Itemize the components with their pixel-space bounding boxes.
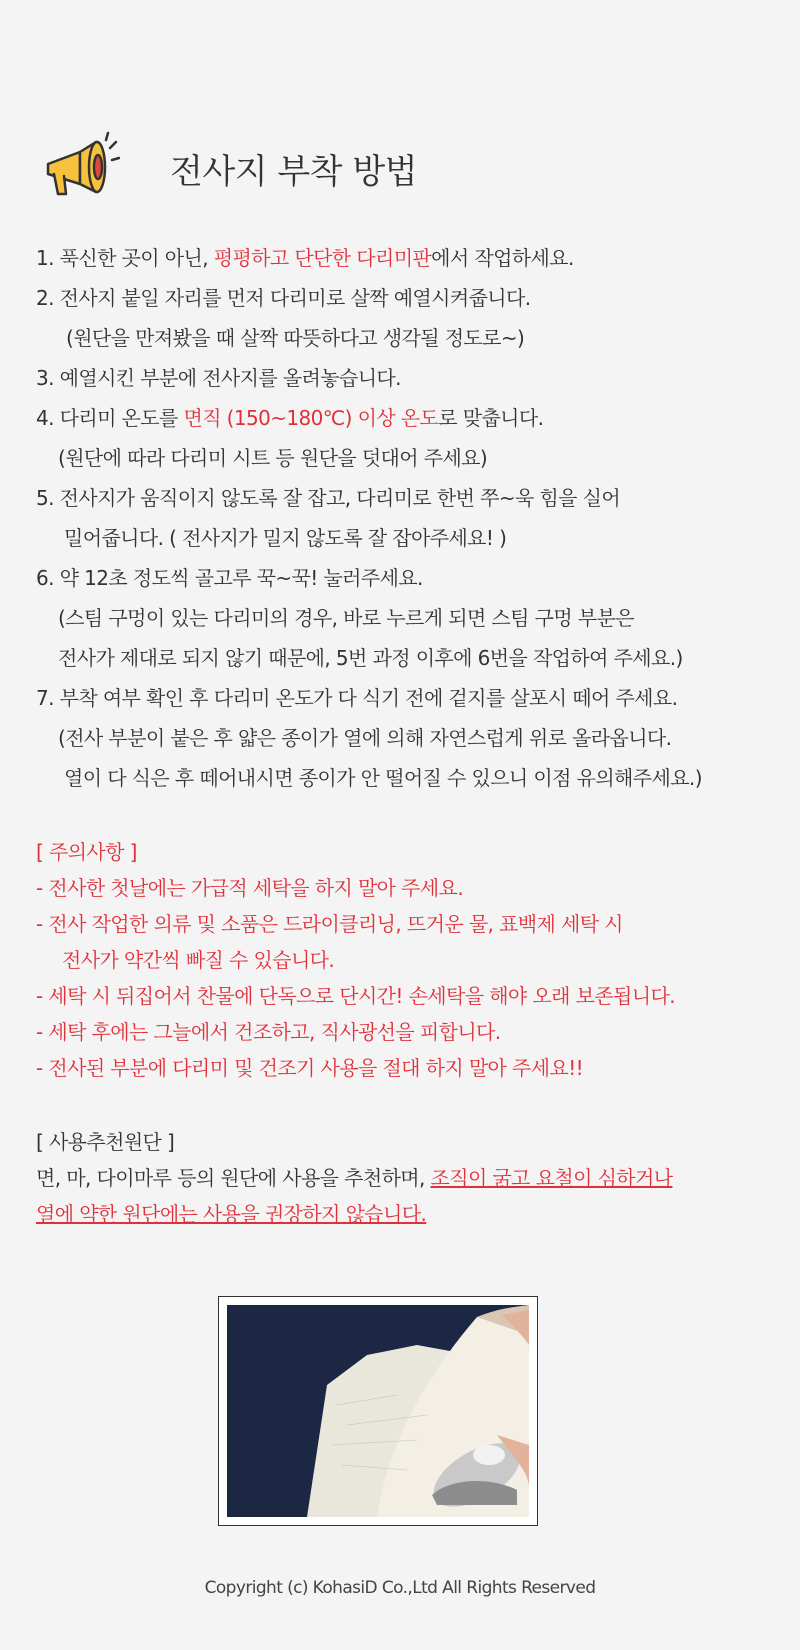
step-5-note: 밀어줍니다. ( 전사지가 밀지 않도록 잘 잡아주세요! ) <box>64 526 507 550</box>
caution-item: - 전사 작업한 의류 및 소품은 드라이클리닝, 뜨거운 물, 표백제 세탁 시 <box>36 912 623 936</box>
ironing-photo-illustration <box>227 1305 529 1517</box>
step-3: 3. 예열시킨 부분에 전사지를 올려놓습니다. <box>36 366 401 390</box>
caution-section <box>36 834 776 1086</box>
step-2: 2. 전사지 붙일 자리를 먼저 다리미로 살짝 예열시켜줍니다. <box>36 286 531 310</box>
header <box>40 130 760 210</box>
megaphone-icon <box>40 130 120 210</box>
caution-item: - 전사한 첫날에는 가급적 세탁을 하지 말아 주세요. <box>36 876 464 900</box>
step-6-note-2: 전사가 제대로 되지 않기 때문에, 5번 과정 이후에 6번을 작업하여 주세요.) <box>58 646 683 670</box>
fabric-title: [ 사용추천원단 ] <box>36 1130 175 1154</box>
step-6-note-1: (스팀 구멍이 있는 다리미의 경우, 바로 누르게 되면 스팀 구멍 부분은 <box>58 606 634 630</box>
caution-item-continued: 전사가 약간씩 빠질 수 있습니다. <box>62 948 335 972</box>
caution-item: - 세탁 시 뒤집어서 찬물에 단독으로 단시간! 손세탁을 해야 오래 보존됩니다. <box>36 984 675 1008</box>
ironing-photo <box>218 1296 538 1526</box>
step-7: 7. 부착 여부 확인 후 다리미 온도가 다 식기 전에 겉지를 살포시 떼어 주세요. <box>36 686 678 710</box>
step-2-note: (원단을 만져봤을 때 살짝 따뜻하다고 생각될 정도로~) <box>66 326 525 350</box>
fabric-line-2: 열에 약한 원단에는 사용을 권장하지 않습니다. <box>36 1202 427 1226</box>
step-4-note: (원단에 따라 다리미 시트 등 원단을 덧대어 주세요) <box>58 446 488 470</box>
step-5: 5. 전사지가 움직이지 않도록 잘 잡고, 다리미로 한번 쭈~욱 힘을 실어 <box>36 486 621 510</box>
step-1: 1. 푹신한 곳이 아닌, 평평하고 단단한 다리미판에서 작업하세요. <box>36 246 574 270</box>
step-4: 4. 다리미 온도를 면직 (150~180℃) 이상 온도로 맞춥니다. <box>36 406 544 430</box>
fabric-line-1: 면, 마, 다이마루 등의 원단에 사용을 추천하며, 조직이 굵고 요철이 심하거나 <box>36 1166 673 1190</box>
step-7-note-1: (전사 부분이 붙은 후 얇은 종이가 열에 의해 자연스럽게 위로 올라옵니다. <box>58 726 672 750</box>
caution-item: - 세탁 후에는 그늘에서 건조하고, 직사광선을 피합니다. <box>36 1020 501 1044</box>
caution-item: - 전사된 부분에 다리미 및 건조기 사용을 절대 하지 말아 주세요!! <box>36 1056 584 1080</box>
instruction-steps <box>36 238 776 798</box>
copyright: Copyright (c) KohasiD Co.,Ltd All Rights Reserved <box>204 1578 596 1598</box>
caution-title: [ 주의사항 ] <box>36 840 137 864</box>
step-6: 6. 약 12초 정도씩 골고루 꾹~꾹! 눌러주세요. <box>36 566 423 590</box>
step-7-note-2: 열이 다 식은 후 떼어내시면 종이가 안 떨어질 수 있으니 이점 유의해주세요.) <box>64 766 702 790</box>
recommended-fabric-section <box>36 1124 776 1232</box>
page-title: 전사지 부착 방법 <box>170 152 418 192</box>
